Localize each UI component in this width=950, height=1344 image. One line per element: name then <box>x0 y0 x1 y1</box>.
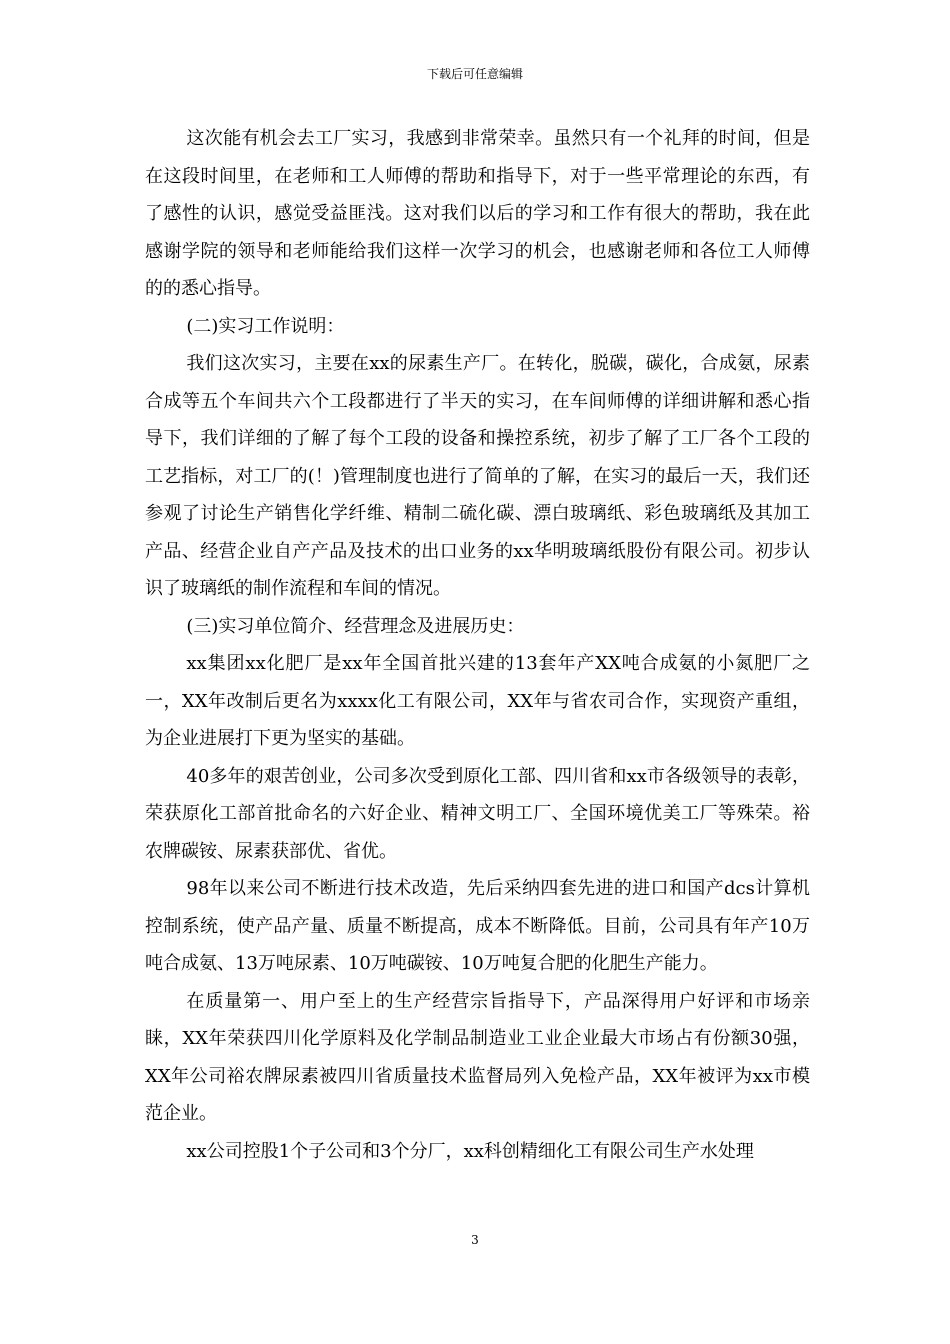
paragraph-company-honors: 40多年的艰苦创业，公司多次受到原化工部、四川省和xx市各级领导的表彰，荣获原化工部首批命名的六好企业、精神文明工厂、全国环境优美工厂等殊荣。裕农牌碳铵、尿素获部优、省优。 <box>145 765 810 862</box>
section-heading-work-description: (二)实习工作说明： <box>186 315 345 337</box>
section-heading-company-intro: (三)实习单位简介、经营理念及进展历史： <box>186 615 525 637</box>
paragraph-subsidiaries: xx公司控股1个子公司和3个分厂，xx科创精细化工有限公司生产水处理 <box>186 1140 754 1162</box>
document-body <box>145 120 810 1170</box>
paragraph-technical-upgrades: 98年以来公司不断进行技术改造，先后采纳四套先进的进口和国产dcs计算机控制系统，使产品产量、质量不断提高，成本不断降低。目前，公司具有年产10万吨合成氨、13万吨尿素、10万吨碳铵、10万吨复合肥的化肥生产能力。 <box>145 878 810 974</box>
paragraph-internship-gratitude: 这次能有机会去工厂实习，我感到非常荣幸。虽然只有一个礼拜的时间，但是在这段时间里，在老师和工人师傅的帮助和指导下，对于一些平常理论的东西，有了感性的认识，感觉受益匪浅。这对我们以后的学习和工作有很大的帮助，我在此感谢学院的领导和老师能给我们这样一次学习的机会，也感谢老师和各位工人师傅的的悉心指导。 <box>145 128 810 299</box>
paragraph-company-origin: xx集团xx化肥厂是xx年全国首批兴建的13套年产XX吨合成氨的小氮肥厂之一，XX年改制后更名为xxxx化工有限公司，XX年与省农司合作，实现资产重组，为企业进展打下更为坚实的基础。 <box>145 653 810 749</box>
paragraph-work-description: 我们这次实习，主要在xx的尿素生产厂。在转化，脱碳，碳化，合成氨，尿素合成等五个车间共六个工段都进行了半天的实习，在车间师傅的详细讲解和悉心指导下，我们详细的了解了每个工段的设备和操控系统，初步了解了工厂各个工段的工艺指标，对工厂的(！)管理制度也进行了简单的了解，在实习的最后一天，我们还参观了讨论生产销售化学纤维、精制二硫化碳、漂白玻璃纸、彩色玻璃纸及其加工产品、经营企业自产产品及技术的出口业务的xx华明玻璃纸股份有限公司。初步认识了玻璃纸的制作流程和车间的情况。 <box>145 353 810 599</box>
paragraph-quality-awards: 在质量第一、用户至上的生产经营宗旨指导下，产品深得用户好评和市场亲睐，XX年荣获四川化学原料及化学制品制造业工业企业最大市场占有份额30强，XX年公司裕农牌尿素被四川省质量技术监督局列入免检产品，XX年被评为xx市模范企业。 <box>145 990 810 1124</box>
page-header: 下载后可任意编辑 <box>426 67 523 81</box>
page-number: 3 <box>471 1233 479 1247</box>
